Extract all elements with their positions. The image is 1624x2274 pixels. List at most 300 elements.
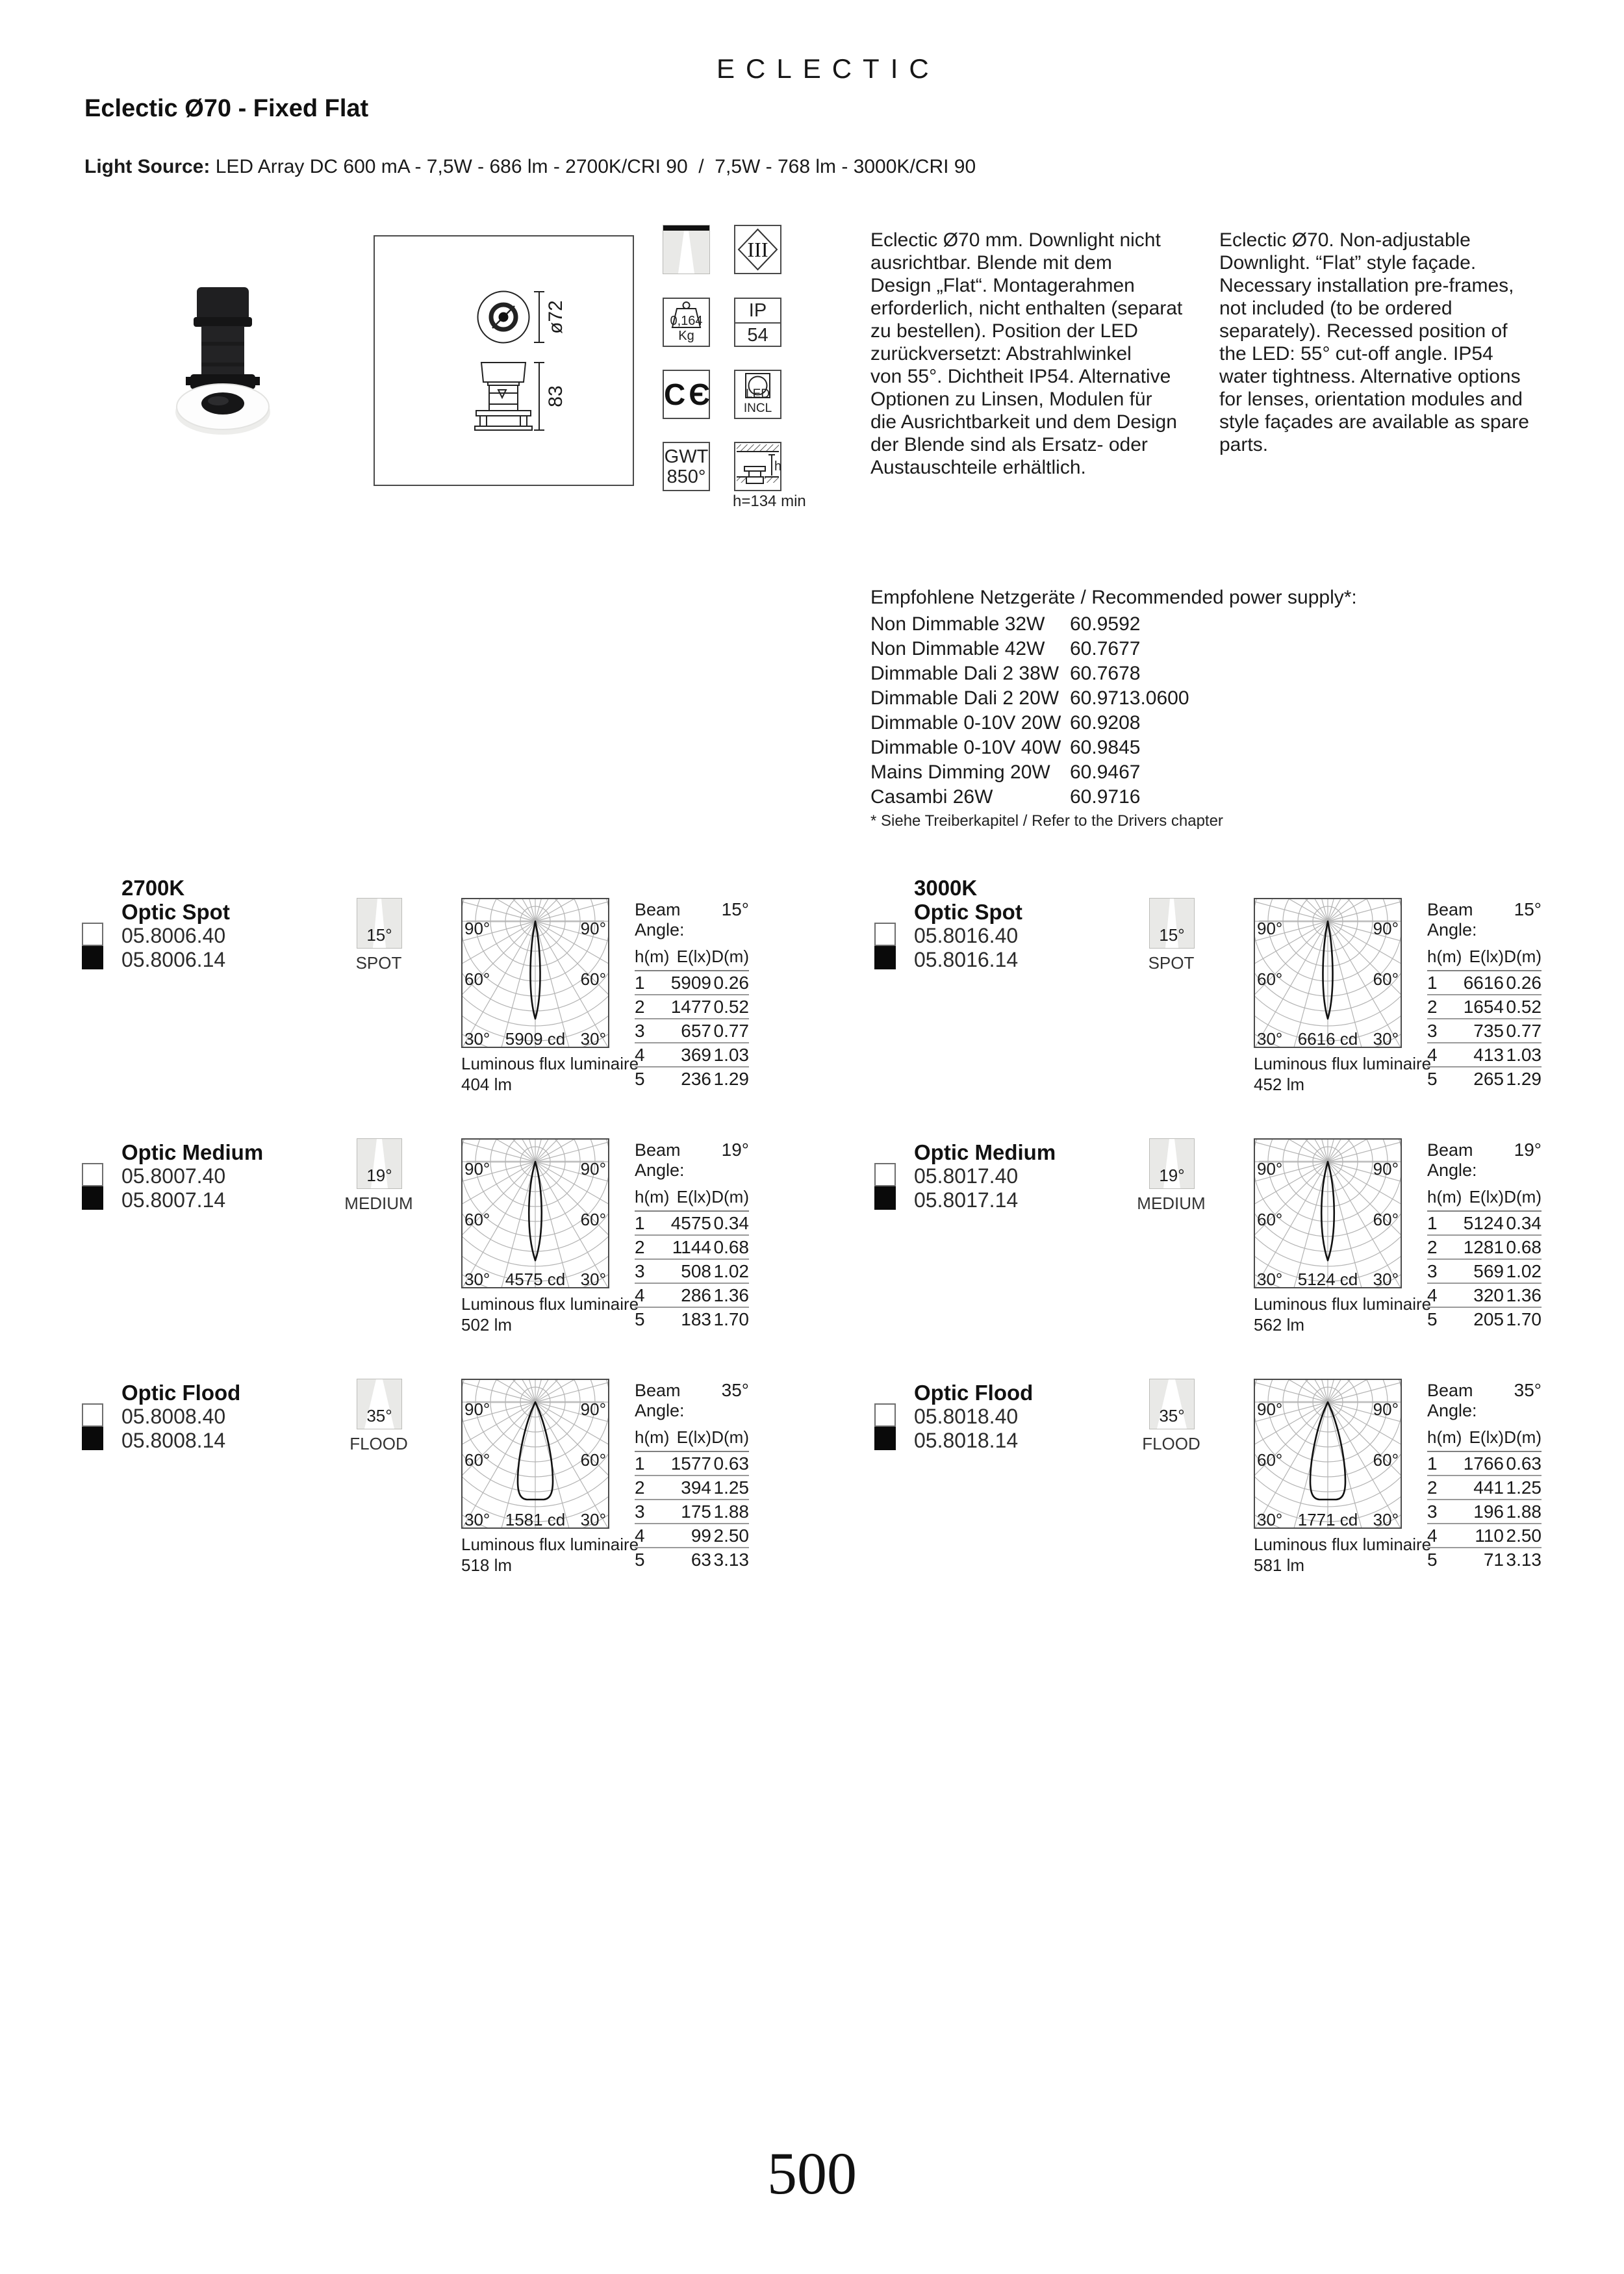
product-code: 05.8007.40 (121, 1164, 226, 1188)
gwt-value: 850° (666, 466, 706, 487)
table-cell: 3.13 (1506, 1550, 1542, 1570)
table-cell: 1.02 (711, 1260, 749, 1284)
beam-angle-value: 19° (1514, 1140, 1542, 1160)
table-cell: 2 (1427, 1476, 1449, 1500)
ip-label: IP (735, 299, 780, 324)
finish-swatch-white (82, 1163, 103, 1186)
beam-name-label: MEDIUM (1137, 1194, 1206, 1213)
finish-swatch-white (874, 1163, 896, 1186)
luminous-flux-value: 502 lm (461, 1315, 513, 1335)
table-cell: 3.13 (713, 1550, 749, 1570)
table-header: D(m) (711, 947, 749, 971)
table-cell: 0.52 (711, 995, 749, 1019)
beam-angle-icon (1149, 898, 1195, 949)
section-text-block (121, 1111, 263, 1212)
product-code: 05.8006.40 (121, 924, 226, 947)
table-cell: 5 (635, 1550, 645, 1570)
finish-swatch-black (874, 946, 896, 969)
table-cell: 5 (1427, 1069, 1438, 1089)
luminous-flux (1254, 1294, 1431, 1335)
table-cell: 110 (1449, 1524, 1504, 1548)
table-cell: 3 (1427, 1019, 1449, 1043)
angle-label: 30° (464, 1510, 490, 1529)
table-cell: 1 (635, 1452, 657, 1476)
photometric-table (1427, 1140, 1542, 1331)
table-cell: 4 (1427, 1043, 1449, 1067)
candela-value: 6616 cd (1297, 1029, 1358, 1049)
power-supply-row (870, 786, 1364, 811)
table-cell: 286 (657, 1284, 711, 1308)
beam-angle-badge: 15° (366, 925, 392, 945)
angle-label: 90° (1257, 1399, 1283, 1419)
angle-label: 60° (1373, 1450, 1399, 1470)
driver-label: Casambi 26W (870, 786, 993, 808)
light-source-label: Light Source: (84, 156, 210, 177)
ce-text: CЄ (664, 377, 713, 411)
driver-code: 60.9716 (1070, 786, 1141, 808)
beam-name-label: MEDIUM (344, 1194, 413, 1213)
power-supply-title: Empfohlene Netzgeräte / Recommended power supply*: (870, 587, 1357, 608)
beam-angle-label: Beam Angle: (1427, 1381, 1477, 1420)
candela-value: 5124 cd (1297, 1270, 1358, 1289)
luminous-flux-label: Luminous flux luminaire (461, 1054, 639, 1073)
angle-label: 90° (580, 1159, 606, 1179)
table-cell: 0.26 (711, 971, 749, 995)
product-code: 05.8008.40 (121, 1405, 226, 1428)
product-code: 05.8016.14 (914, 948, 1019, 971)
power-supply-footnote: * Siehe Treiberkapitel / Refer to the Drivers chapter (870, 812, 1223, 830)
angle-label: 60° (1257, 969, 1283, 989)
luminous-flux-value: 404 lm (461, 1075, 513, 1094)
recessed-beam-icon (663, 225, 709, 274)
table-cell: 1.25 (1504, 1476, 1542, 1500)
table-cell: 5 (1427, 1550, 1438, 1570)
table-cell: 1.02 (1504, 1260, 1542, 1284)
angle-label: 30° (464, 1029, 490, 1049)
section-text-block (914, 1111, 1056, 1212)
table-cell: 1.88 (1504, 1500, 1542, 1524)
optic-section (78, 1351, 831, 1576)
power-supply-row (870, 687, 1364, 712)
table-cell: 1.70 (1506, 1309, 1542, 1329)
table-cell: 1144 (657, 1236, 711, 1260)
table-header: h(m) (635, 947, 657, 971)
table-cell: 0.77 (711, 1019, 749, 1043)
angle-label: 60° (1257, 1450, 1283, 1470)
finish-swatch-black (82, 1427, 103, 1450)
table-cell: 1 (635, 1212, 657, 1236)
beam-angle-icon (1149, 1138, 1195, 1189)
beam-angle-value: 15° (1514, 899, 1542, 919)
beam-angle-badge: 35° (366, 1406, 392, 1425)
beam-name-label: FLOOD (349, 1434, 408, 1453)
table-cell: 569 (1449, 1260, 1504, 1284)
optic-section (78, 871, 831, 1095)
driver-label: Non Dimmable 42W (870, 638, 1045, 659)
ip-rating-icon (734, 298, 781, 347)
table-header: h(m) (635, 1427, 657, 1452)
table-cell: 5 (635, 1309, 645, 1329)
recess-depth-icon (734, 442, 781, 491)
light-source-value: LED Array DC 600 mA - 7,5W - 686 lm - 2700K/CRI 90 / 7,5W - 768 lm - 3000K/CRI 90 (215, 156, 976, 177)
optic-name: Optic Spot (914, 900, 1022, 924)
driver-code: 60.9845 (1070, 737, 1141, 758)
brand-wordmark: ECLECTIC (717, 53, 940, 84)
beam-angle-badge: 19° (366, 1166, 392, 1185)
finish-swatch-black (874, 1186, 896, 1210)
table-cell: 4 (635, 1284, 657, 1308)
table-cell: 5 (1427, 1309, 1438, 1329)
table-cell: 0.52 (1504, 995, 1542, 1019)
table-cell: 1 (1427, 1212, 1449, 1236)
optic-name: Optic Medium (914, 1140, 1056, 1164)
finish-swatch-white (874, 923, 896, 946)
beam-name-label: SPOT (355, 953, 402, 973)
angle-label: 60° (1257, 1210, 1283, 1229)
dimension-drawing (374, 235, 634, 486)
finish-swatch-white (874, 1403, 896, 1427)
table-cell: 3 (1427, 1500, 1449, 1524)
ip-value: 54 (747, 325, 768, 346)
power-supply-row (870, 638, 1364, 663)
candela-value: 4575 cd (505, 1270, 566, 1289)
h-dim-text: h (774, 459, 782, 474)
table-cell: 2 (635, 1236, 657, 1260)
power-supply-row (870, 712, 1364, 737)
table-cell: 320 (1449, 1284, 1504, 1308)
table-cell: 1.29 (713, 1069, 749, 1089)
polar-curve-graphic (1254, 1379, 1402, 1529)
height-dimension: 83 (545, 385, 566, 407)
table-cell: 1654 (1449, 995, 1504, 1019)
angle-label: 90° (464, 1159, 490, 1179)
beam-angle-label: Beam Angle: (1427, 1140, 1477, 1180)
product-code: 05.8007.14 (121, 1188, 226, 1212)
table-cell: 1477 (657, 995, 711, 1019)
table-cell: 413 (1449, 1043, 1504, 1067)
driver-code: 60.9592 (1070, 613, 1141, 635)
polar-diagram (461, 1379, 609, 1529)
angle-label: 30° (580, 1029, 606, 1049)
led-included-icon (734, 370, 781, 419)
gwt-label: GWT (664, 446, 709, 467)
power-supply-row (870, 613, 1364, 638)
table-cell: 3 (635, 1260, 657, 1284)
table-header: h(m) (1427, 1427, 1449, 1452)
table-cell: 205 (1473, 1309, 1504, 1329)
table-cell: 1 (1427, 971, 1449, 995)
angle-label: 90° (580, 919, 606, 938)
angle-label: 60° (1373, 969, 1399, 989)
photometric-table (1427, 1380, 1542, 1571)
angle-label: 60° (580, 1450, 606, 1470)
candela-value: 5909 cd (505, 1029, 566, 1049)
optic-section (870, 871, 1624, 1095)
optic-name: Optic Medium (121, 1140, 264, 1164)
angle-label: 30° (1373, 1029, 1399, 1049)
product-code: 05.8018.40 (914, 1405, 1019, 1428)
beam-angle-badge: 35° (1159, 1406, 1185, 1425)
table-cell: 1.36 (711, 1284, 749, 1308)
driver-code: 60.9713.0600 (1070, 687, 1189, 709)
angle-label: 90° (580, 1399, 606, 1419)
finish-swatch-black (82, 946, 103, 969)
polar-diagram (461, 898, 609, 1048)
table-cell: 0.68 (1504, 1236, 1542, 1260)
section-text-block (121, 1351, 240, 1453)
section-text-block (121, 871, 230, 972)
beam-angle-value: 35° (721, 1380, 749, 1400)
driver-label: Dimmable Dali 2 20W (870, 687, 1059, 709)
product-code: 05.8018.14 (914, 1429, 1019, 1452)
angle-label: 30° (1373, 1270, 1399, 1289)
table-cell: 4 (635, 1043, 657, 1067)
angle-label: 30° (580, 1270, 606, 1289)
optic-section (870, 1111, 1624, 1335)
table-cell: 183 (681, 1309, 711, 1329)
angle-label: 90° (464, 1399, 490, 1419)
light-source-line (84, 156, 976, 178)
table-cell: 1577 (657, 1452, 711, 1476)
beam-angle-value: 35° (1514, 1380, 1542, 1400)
table-cell: 4 (1427, 1524, 1449, 1548)
angle-label: 90° (1373, 1159, 1399, 1179)
table-header: E(lx) (1449, 1427, 1504, 1452)
angle-label: 60° (580, 1210, 606, 1229)
angle-label: 60° (464, 1450, 490, 1470)
class-iii-text: III (747, 238, 768, 261)
table-cell: 5124 (1449, 1212, 1504, 1236)
table-cell: 175 (657, 1500, 711, 1524)
beam-angle-badge: 15° (1159, 925, 1185, 945)
luminous-flux-label: Luminous flux luminaire (1254, 1054, 1432, 1073)
finish-swatch-white (82, 1403, 103, 1427)
table-cell: 2 (1427, 1236, 1449, 1260)
luminous-flux (461, 1534, 639, 1576)
table-cell: 1 (635, 971, 657, 995)
polar-curve-graphic (461, 1138, 609, 1288)
driver-label: Mains Dimming 20W (870, 761, 1050, 783)
luminous-flux-label: Luminous flux luminaire (461, 1535, 639, 1554)
angle-label: 90° (1257, 1159, 1283, 1179)
table-cell: 1 (1427, 1452, 1449, 1476)
table-cell: 735 (1449, 1019, 1504, 1043)
table-cell: 394 (657, 1476, 711, 1500)
beam-angle-value: 19° (721, 1140, 749, 1160)
polar-diagram (461, 1138, 609, 1288)
angle-label: 30° (1257, 1510, 1283, 1529)
finish-swatch-black (874, 1427, 896, 1450)
table-cell: 1.36 (1504, 1284, 1542, 1308)
angle-label: 90° (464, 919, 490, 938)
table-cell: 236 (681, 1069, 711, 1089)
recessed-downlight-icon (663, 225, 710, 274)
polar-diagram (1254, 1379, 1402, 1529)
luminous-flux-label: Luminous flux luminaire (461, 1294, 639, 1314)
beam-angle-icon (1149, 1379, 1195, 1429)
table-cell: 1.88 (711, 1500, 749, 1524)
table-header: D(m) (1504, 1427, 1542, 1452)
table-header: D(m) (711, 1427, 749, 1452)
diameter-dimension: ø72 (545, 300, 566, 334)
optic-section (870, 1351, 1624, 1576)
angle-label: 30° (1257, 1270, 1283, 1289)
driver-code: 60.9467 (1070, 761, 1141, 783)
angle-label: 60° (464, 969, 490, 989)
table-cell: 2.50 (1504, 1524, 1542, 1548)
table-cell: 2 (635, 1476, 657, 1500)
table-cell: 99 (657, 1524, 711, 1548)
product-photo (161, 279, 285, 435)
table-cell: 6616 (1449, 971, 1504, 995)
angle-label: 60° (580, 969, 606, 989)
luminous-flux (1254, 1053, 1431, 1095)
table-cell: 1.70 (713, 1309, 749, 1329)
luminous-flux (461, 1294, 639, 1335)
table-header: D(m) (1504, 1187, 1542, 1212)
finish-swatch-black (82, 1186, 103, 1210)
color-temperature-heading: 3000K (914, 876, 978, 900)
table-header: E(lx) (657, 1427, 711, 1452)
beam-name-label: SPOT (1148, 953, 1195, 973)
table-header: D(m) (711, 1187, 749, 1212)
candela-value: 1581 cd (505, 1510, 566, 1529)
table-cell: 369 (657, 1043, 711, 1067)
product-code: 05.8008.14 (121, 1429, 226, 1452)
angle-label: 90° (1373, 919, 1399, 938)
color-temperature-heading: 2700K (121, 876, 185, 900)
recess-depth-glyph (735, 443, 780, 490)
polar-curve-graphic (461, 898, 609, 1048)
table-cell: 265 (1473, 1069, 1504, 1089)
ce-mark-icon (663, 370, 713, 419)
page-title: Eclectic Ø70 - Fixed Flat (84, 95, 369, 122)
beam-angle-icon (357, 1379, 402, 1429)
finish-swatch-white (82, 923, 103, 946)
photometric-table (635, 1140, 749, 1331)
luminous-flux-label: Luminous flux luminaire (1254, 1535, 1432, 1554)
led-incl-label: LED INCL (743, 387, 772, 415)
table-cell: 508 (657, 1260, 711, 1284)
table-cell: 657 (657, 1019, 711, 1043)
luminaire-photo-graphic (161, 279, 285, 435)
power-supply-row (870, 761, 1364, 786)
candela-value: 1771 cd (1297, 1510, 1358, 1529)
glow-wire-test-icon (663, 442, 710, 491)
photometric-table (1427, 899, 1542, 1090)
product-code: 05.8016.40 (914, 924, 1019, 947)
power-supply-row (870, 737, 1364, 761)
driver-code: 60.7678 (1070, 663, 1141, 684)
optic-name: Optic Spot (121, 900, 230, 924)
luminous-flux-value: 581 lm (1254, 1555, 1305, 1575)
table-header: D(m) (1504, 947, 1542, 971)
table-header: E(lx) (657, 1187, 711, 1212)
polar-curve-graphic (461, 1379, 609, 1529)
table-cell: 4 (1427, 1284, 1449, 1308)
table-cell: 0.34 (711, 1212, 749, 1236)
table-cell: 196 (1449, 1500, 1504, 1524)
beam-angle-label: Beam Angle: (635, 900, 685, 939)
table-cell: 1.29 (1506, 1069, 1542, 1089)
table-cell: 2 (635, 995, 657, 1019)
table-cell: 1766 (1449, 1452, 1504, 1476)
table-cell: 1281 (1449, 1236, 1504, 1260)
description-german: Eclectic Ø70 mm. Downlight nicht ausrichtbar. Blende mit dem Design „Flat“. Montagerahmen erforderlich, nicht enthalten (separat zu bestellen). Position der LED zurückversetzt: Abstrahlwinkel von 55°. Dichtheit IP54. Alternative Optionen zu Linsen, Modulen für die Ausrichtbarkeit und dem Design der Blende sind als Ersatz- oder Austauschteile erhältlich. (870, 229, 1183, 478)
table-cell: 1.03 (711, 1043, 749, 1067)
table-cell: 3 (635, 1500, 657, 1524)
polar-curve-graphic (1254, 898, 1402, 1048)
beam-angle-icon (357, 898, 402, 949)
class-iii-diamond-icon (735, 226, 780, 273)
luminous-flux (1254, 1534, 1431, 1576)
beam-angle-label: Beam Angle: (1427, 900, 1477, 939)
table-cell: 3 (635, 1019, 657, 1043)
polar-curve-graphic (1254, 1138, 1402, 1288)
table-header: E(lx) (657, 947, 711, 971)
product-code: 05.8017.40 (914, 1164, 1019, 1188)
luminous-flux-value: 518 lm (461, 1555, 513, 1575)
table-cell: 71 (1483, 1550, 1504, 1570)
beam-name-label: FLOOD (1142, 1434, 1200, 1453)
driver-code: 60.7677 (1070, 638, 1141, 659)
power-supply-list (870, 613, 1364, 811)
driver-label: Dimmable 0-10V 20W (870, 712, 1061, 734)
beam-angle-label: Beam Angle: (635, 1381, 685, 1420)
table-header: E(lx) (1449, 947, 1504, 971)
table-cell: 3 (1427, 1260, 1449, 1284)
angle-label: 90° (1257, 919, 1283, 938)
table-cell: 0.63 (1504, 1452, 1542, 1476)
table-cell: 0.68 (711, 1236, 749, 1260)
description-english: Eclectic Ø70. Non-adjustable Downlight. “Flat” style façade. Necessary installation pre-frames, not included (to be ordered separately). Recessed position of the LED: 55° cut-off angle. IP54 water tightness. Alternative options for lenses, orientation modules and style façades are available as spare parts. (1219, 229, 1529, 455)
table-header: h(m) (1427, 1187, 1449, 1212)
luminous-flux-value: 562 lm (1254, 1315, 1305, 1335)
table-cell: 63 (691, 1550, 711, 1570)
driver-label: Non Dimmable 32W (870, 613, 1045, 635)
min-recess-note: h=134 min (733, 492, 806, 510)
table-cell: 4 (635, 1524, 657, 1548)
polar-diagram (1254, 898, 1402, 1048)
product-code: 05.8017.14 (914, 1188, 1019, 1212)
table-header: h(m) (1427, 947, 1449, 971)
photometric-table (635, 1380, 749, 1571)
luminous-flux-value: 452 lm (1254, 1075, 1305, 1094)
polar-diagram (1254, 1138, 1402, 1288)
beam-angle-value: 15° (721, 899, 749, 919)
power-supply-row (870, 663, 1364, 687)
section-text-block (914, 1351, 1033, 1453)
table-header: E(lx) (1449, 1187, 1504, 1212)
table-cell: 0.77 (1504, 1019, 1542, 1043)
optic-name: Optic Flood (914, 1381, 1034, 1405)
table-header: h(m) (635, 1187, 657, 1212)
luminous-flux-label: Luminous flux luminaire (1254, 1294, 1432, 1314)
table-cell: 5909 (657, 971, 711, 995)
table-cell: 2.50 (711, 1524, 749, 1548)
beam-angle-label: Beam Angle: (635, 1140, 685, 1180)
driver-label: Dimmable 0-10V 40W (870, 737, 1061, 758)
beam-angle-badge: 19° (1159, 1166, 1185, 1185)
driver-code: 60.9208 (1070, 712, 1141, 734)
angle-label: 30° (464, 1270, 490, 1289)
table-cell: 1.25 (711, 1476, 749, 1500)
weight-icon (663, 298, 710, 347)
angle-label: 60° (464, 1210, 490, 1229)
page-number: 500 (767, 2140, 857, 2206)
angle-label: 30° (1257, 1029, 1283, 1049)
table-cell: 0.34 (1504, 1212, 1542, 1236)
